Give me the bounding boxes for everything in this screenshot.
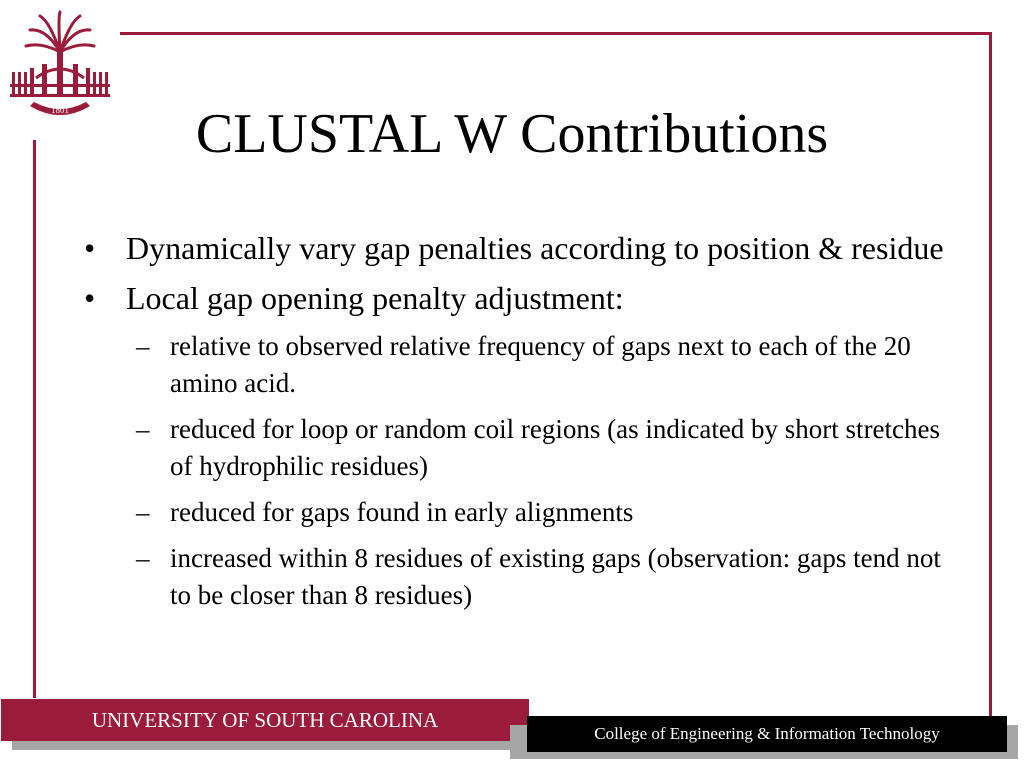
bullet-item xyxy=(84,228,954,268)
bullet-marker: • xyxy=(84,280,96,316)
sub-bullet-item xyxy=(84,540,954,614)
sub-bullet-text: increased within 8 residues of existing gaps (observation: gaps tend not to be closer than 8 residues) xyxy=(170,543,941,610)
dash-marker: – xyxy=(136,414,150,444)
slide-body xyxy=(84,228,954,623)
bullet-item xyxy=(84,278,954,318)
bullet-text: Dynamically vary gap penalties according to position & residue xyxy=(126,230,944,266)
sub-bullet-item xyxy=(84,411,954,485)
sub-bullet-text: relative to observed relative frequency of gaps next to each of the 20 amino acid. xyxy=(170,331,911,398)
frame-top-rule xyxy=(120,32,992,35)
frame-left-rule xyxy=(33,140,36,698)
college-footer-bar: College of Engineering & Information Technology xyxy=(527,716,1007,752)
bullet-marker: • xyxy=(84,230,96,266)
university-footer-bar: UNIVERSITY OF SOUTH CAROLINA xyxy=(1,699,529,741)
logo-year: 1801 xyxy=(51,105,69,115)
sub-bullet-text: reduced for loop or random coil regions (as indicated by short stretches of hydrophilic residues) xyxy=(170,414,941,481)
dash-marker: – xyxy=(136,497,150,527)
sub-bullet-item xyxy=(84,494,954,531)
sub-bullet-text: reduced for gaps found in early alignments xyxy=(170,497,634,527)
bullet-text: Local gap opening penalty adjustment: xyxy=(126,280,624,316)
slide-title: CLUSTAL W Contributions xyxy=(195,103,829,165)
sub-bullet-item xyxy=(84,328,954,402)
dash-marker: – xyxy=(136,331,150,361)
dash-marker: – xyxy=(136,543,150,573)
